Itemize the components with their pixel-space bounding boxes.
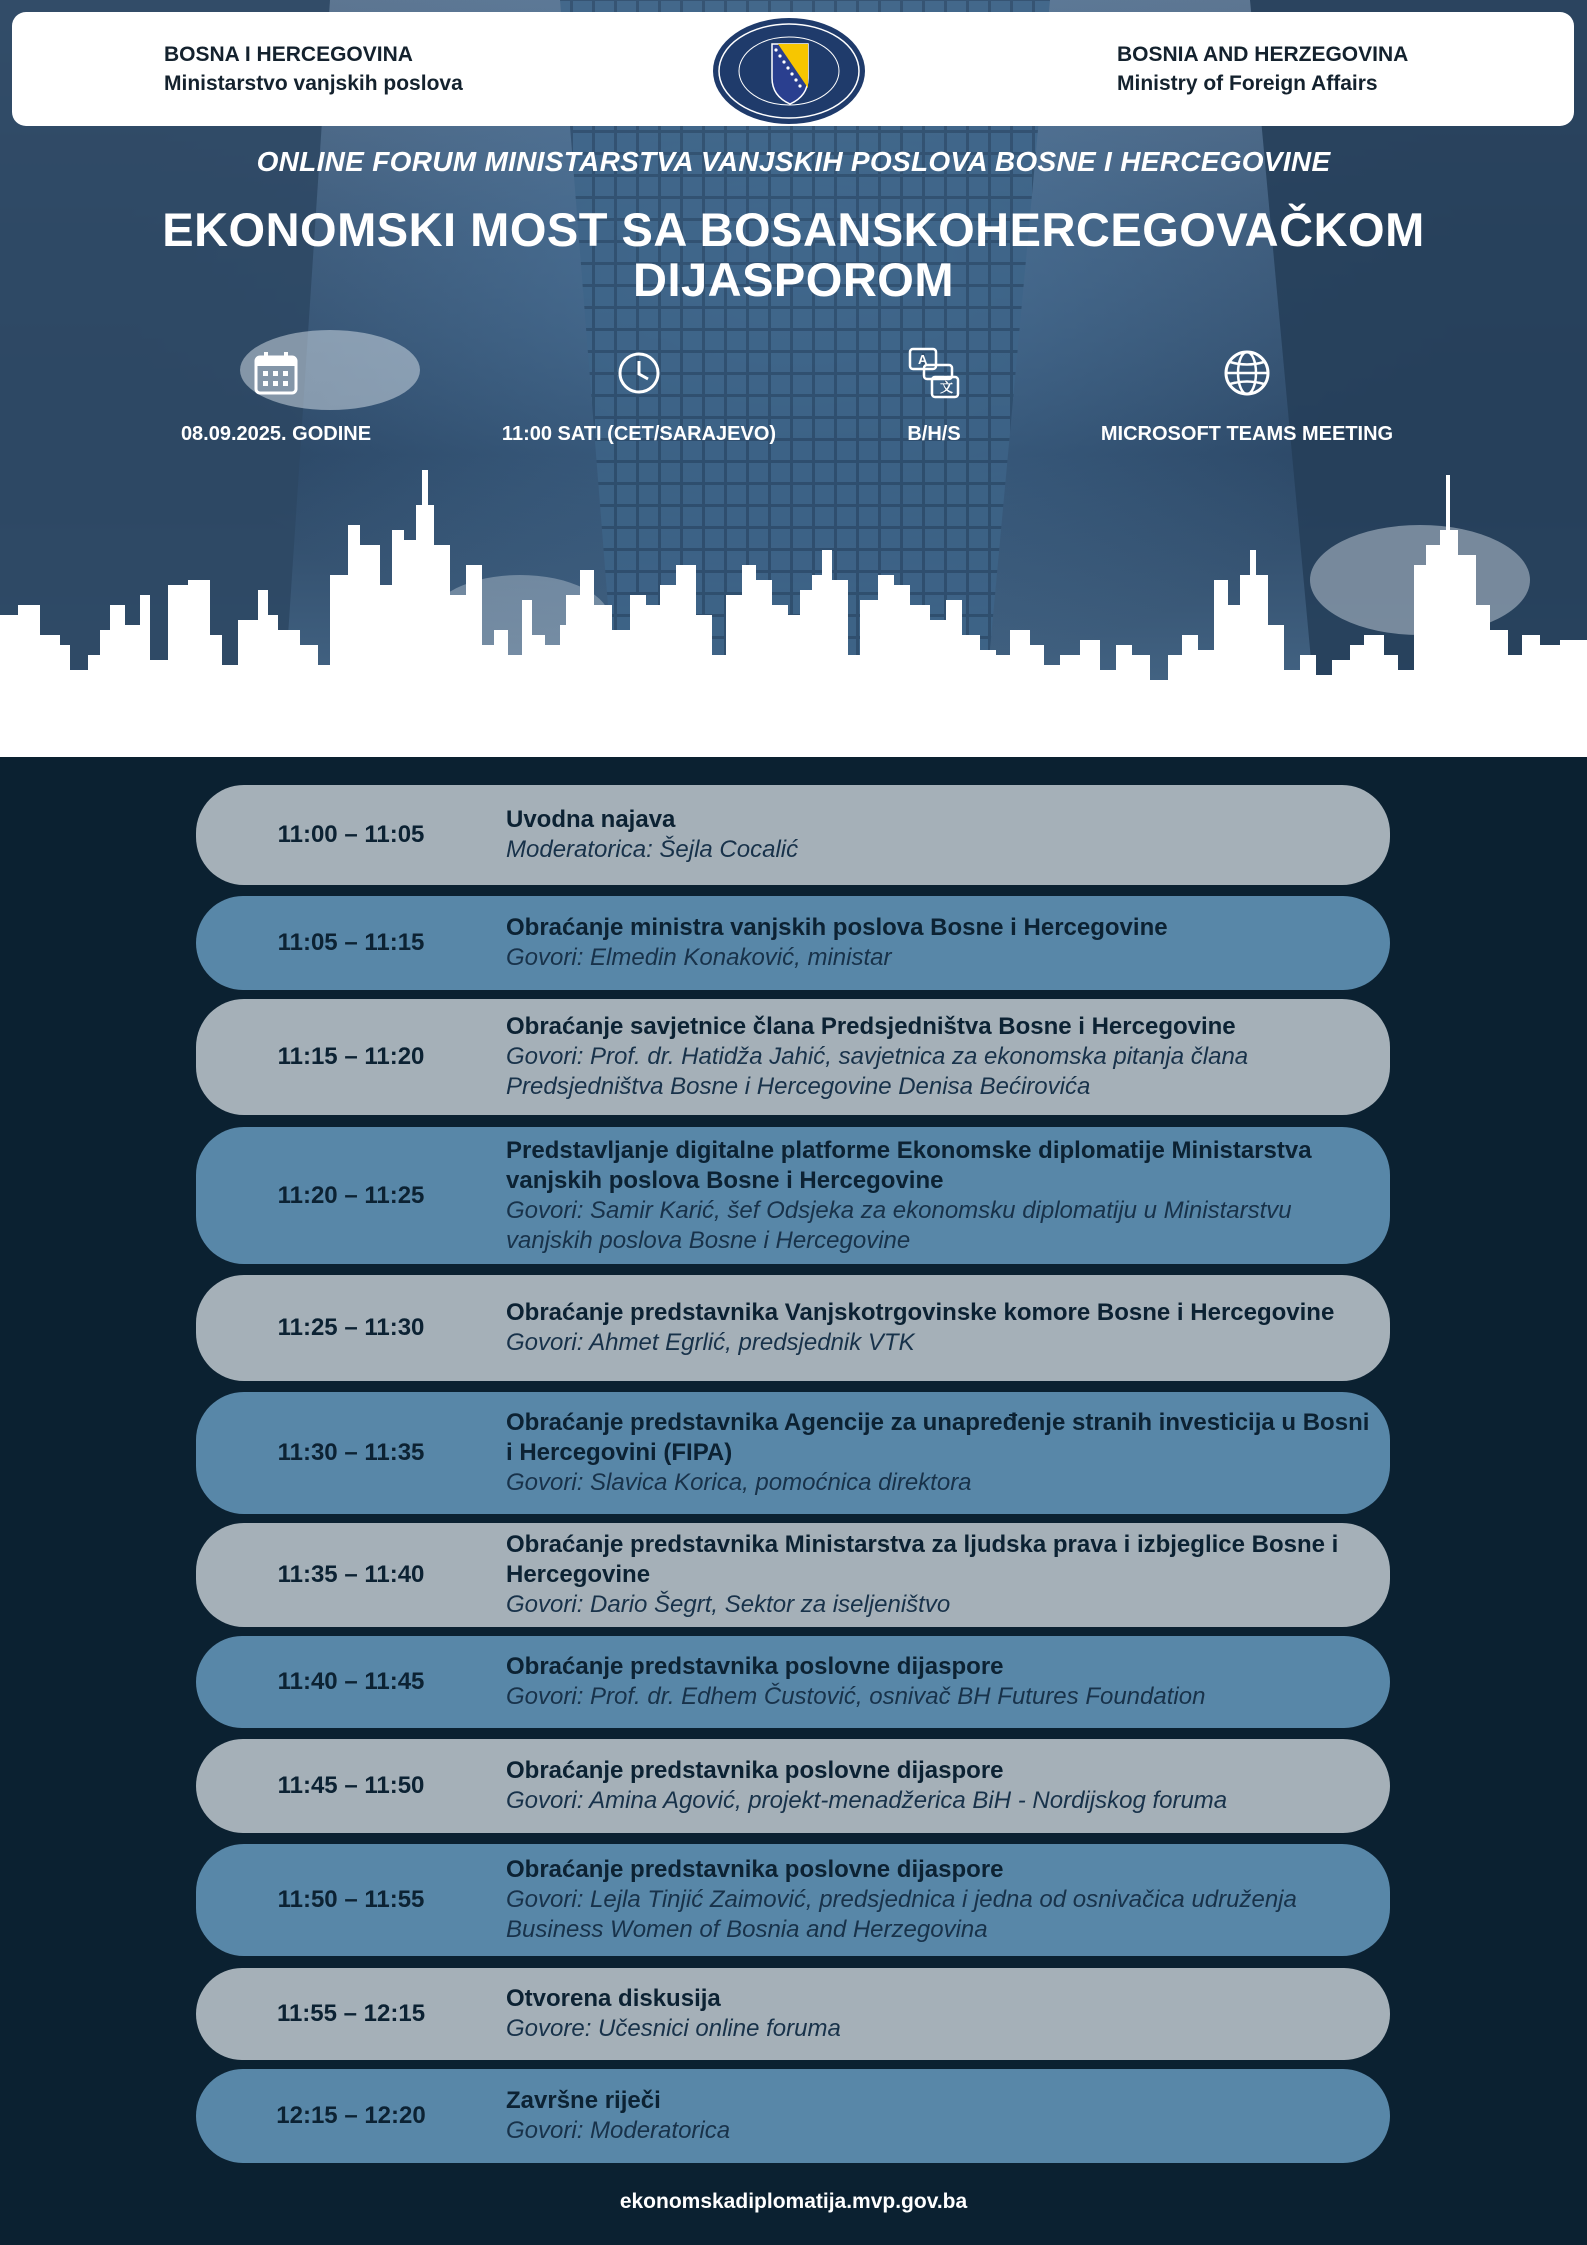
agenda-row bbox=[196, 1739, 1390, 1833]
agenda-speaker: Govori: Prof. dr. Edhem Čustović, osnivač BH Futures Foundation bbox=[506, 1683, 1206, 1710]
agenda-speaker: Govori: Amina Agović, projekt-menadžerica BiH - Nordijskog foruma bbox=[506, 1787, 1228, 1814]
header-right bbox=[1117, 40, 1408, 98]
agenda-title: Obraćanje predstavnika poslovne dijaspore bbox=[506, 1653, 1004, 1680]
event-date: 08.09.2025. GODINE bbox=[180, 423, 372, 445]
agenda-row bbox=[196, 1275, 1390, 1381]
info-languages bbox=[754, 345, 1114, 446]
agenda-title: Obraćanje predstavnika poslovne dijaspore bbox=[506, 1757, 1004, 1784]
calendar-icon bbox=[253, 350, 299, 396]
agenda-title: Obraćanje predstavnika Ministarstva za ljudska prava i izbjeglice Bosne i Hercegovine bbox=[506, 1531, 1339, 1588]
agenda-speaker: Govori: Samir Karić, šef Odsjeka za ekonomsku diplomatiju u Ministarstvu vanjskih poslova Bosne i Hercegovine bbox=[506, 1196, 1292, 1254]
event-title-line1: EKONOMSKI MOST SA BOSANSKOHERCEGOVAČKOM bbox=[162, 203, 1425, 256]
agenda-speaker: Govori: Elmedin Konaković, ministar bbox=[506, 944, 892, 971]
agenda-title: Obraćanje savjetnice člana Predsjedništva Bosne i Hercegovine bbox=[506, 1013, 1236, 1040]
coat-of-arms-seal bbox=[710, 16, 868, 126]
agenda-row bbox=[196, 1844, 1390, 1956]
agenda-title: Predstavljanje digitalne platforme Ekonomske diplomatije Ministarstva vanjskih poslova Bosne i Hercegovine bbox=[506, 1136, 1312, 1194]
event-time: 11:00 SATI (CET/SARAJEVO) bbox=[501, 423, 777, 445]
country-name-local: BOSNA I HERCEGOVINA bbox=[164, 43, 413, 66]
globe-icon bbox=[1223, 349, 1271, 397]
agenda-row bbox=[196, 2069, 1390, 2163]
agenda-title: Obraćanje predstavnika poslovne dijaspore bbox=[506, 1856, 1004, 1883]
agenda-title: Uvodna najava bbox=[506, 806, 676, 833]
agenda-time: 11:00 – 11:05 bbox=[277, 821, 425, 848]
agenda-speaker: Govori: Prof. dr. Hatidža Jahić, savjetnica za ekonomska pitanja člana Predsjedništva Bosne i Hercegovine Denisa Bećirovića bbox=[506, 1043, 1249, 1100]
event-title bbox=[100, 205, 1487, 305]
svg-text:文: 文 bbox=[940, 380, 954, 395]
agenda-time: 11:50 – 11:55 bbox=[277, 1886, 425, 1913]
header-left bbox=[164, 40, 463, 98]
agenda-row bbox=[196, 1523, 1390, 1627]
agenda-time: 11:40 – 11:45 bbox=[277, 1668, 425, 1695]
translation-icon bbox=[908, 347, 960, 399]
agenda-row bbox=[196, 1392, 1390, 1514]
agenda-row bbox=[196, 1968, 1390, 2060]
forum-subtitle: ONLINE FORUM MINISTARSTVA VANJSKIH POSLOVA BOSNE I HERCEGOVINE bbox=[256, 146, 1331, 177]
agenda-title: Obraćanje ministra vanjskih poslova Bosne i Hercegovine bbox=[506, 914, 1168, 941]
agenda-speaker: Govori: Dario Šegrt, Sektor za iseljeništvo bbox=[506, 1591, 951, 1618]
agenda-row bbox=[196, 896, 1390, 990]
agenda-time: 11:25 – 11:30 bbox=[277, 1314, 425, 1341]
footer-website-url: ekonomskadiplomatija.mvp.gov.ba bbox=[619, 2190, 968, 2213]
agenda-time: 11:35 – 11:40 bbox=[277, 1561, 425, 1588]
agenda-time: 11:05 – 11:15 bbox=[277, 929, 425, 956]
agenda-time: 11:20 – 11:25 bbox=[277, 1181, 425, 1209]
agenda-time: 11:30 – 11:35 bbox=[277, 1439, 425, 1466]
ministry-name-english: Ministry of Foreign Affairs bbox=[1117, 72, 1378, 95]
agenda-row bbox=[196, 1127, 1390, 1264]
event-platform: MICROSOFT TEAMS MEETING bbox=[1100, 423, 1394, 445]
agenda-speaker: Govore: Učesnici online foruma bbox=[506, 2015, 841, 2042]
agenda-row bbox=[196, 999, 1390, 1115]
header-card bbox=[12, 12, 1574, 126]
agenda-row bbox=[196, 1636, 1390, 1728]
agenda-speaker: Moderatorica: Šejla Cocalić bbox=[506, 836, 799, 863]
city-skyline-silhouette bbox=[0, 455, 1587, 757]
agenda-title: Završne riječi bbox=[506, 2087, 661, 2114]
country-name-english: BOSNIA AND HERZEGOVINA bbox=[1117, 43, 1409, 66]
agenda-time: 11:55 – 12:15 bbox=[276, 2000, 426, 2027]
agenda-time: 11:45 – 11:50 bbox=[277, 1772, 425, 1799]
agenda-speaker: Govori: Lejla Tinjić Zaimović, predsjednica i jedna od osnivačica udruženja Business Women of Bosnia and Herzegovina bbox=[506, 1886, 1297, 1943]
agenda-speaker: Govori: Ahmet Egrlić, predsjednik VTK bbox=[506, 1329, 915, 1356]
agenda-title: Obraćanje predstavnika Vanjskotrgovinske komore Bosne i Hercegovine bbox=[506, 1299, 1335, 1326]
ministry-name-local: Ministarstvo vanjskih poslova bbox=[164, 72, 463, 95]
agenda-title: Otvorena diskusija bbox=[506, 1985, 721, 2012]
agenda-speaker: Govori: Moderatorica bbox=[506, 2117, 731, 2144]
agenda-time: 11:15 – 11:20 bbox=[277, 1043, 425, 1070]
agenda-row bbox=[196, 785, 1390, 885]
clock-icon bbox=[616, 350, 662, 396]
agenda-title: Obraćanje predstavnika Agencije za unapređenje stranih investicija u Bosni i Hercegovini (FIPA) bbox=[506, 1409, 1370, 1466]
hero-banner bbox=[0, 0, 1587, 757]
svg-text:A: A bbox=[918, 352, 928, 367]
info-platform bbox=[1067, 345, 1427, 446]
event-languages: B/H/S bbox=[907, 423, 961, 445]
event-title-line2: DIJASPOROM bbox=[633, 253, 954, 306]
agenda-speaker: Govori: Slavica Korica, pomoćnica direktora bbox=[506, 1469, 972, 1496]
info-date bbox=[96, 345, 456, 446]
agenda-time: 12:15 – 12:20 bbox=[276, 2102, 426, 2129]
